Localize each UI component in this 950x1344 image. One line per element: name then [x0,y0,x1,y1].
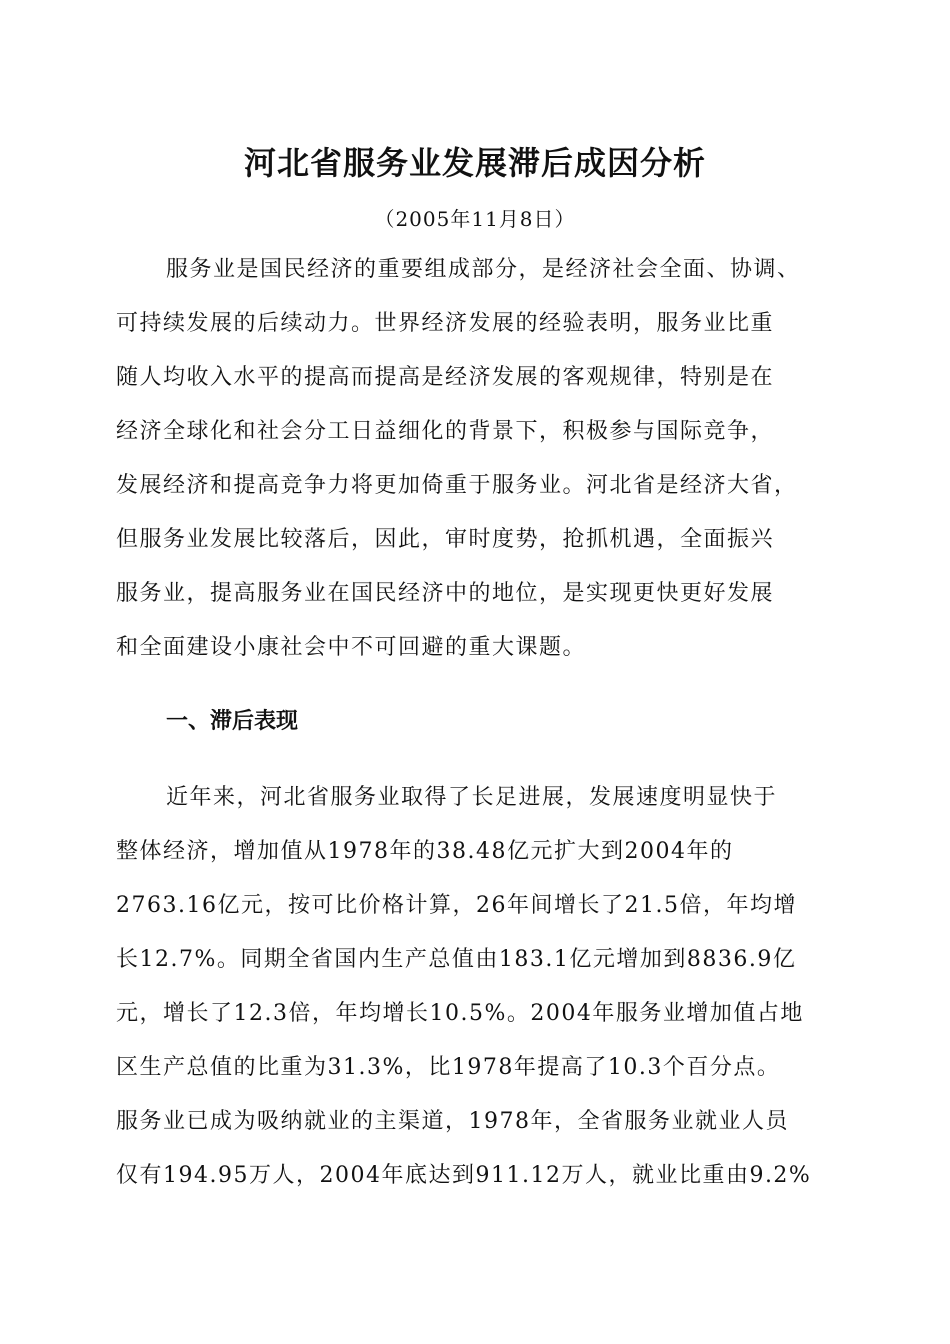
paragraph-line: 可持续发展的后续动力。世界经济发展的经验表明，服务业比重 [116,311,775,336]
paragraph-line: 元，增长了12.3倍，年均增长10.5%。2004年服务业增加值占地 [116,1001,804,1026]
section-heading: 一、滞后表现 [166,709,299,734]
paragraph-line: 服务业，提高服务业在国民经济中的地位，是实现更快更好发展 [116,581,775,606]
paragraph-line: 2763.16亿元，按可比价格计算，26年间增长了21.5倍，年均增 [116,893,797,918]
paragraph-line: 服务业是国民经济的重要组成部分，是经济社会全面、协调、 [166,257,801,282]
paragraph-line: 服务业已成为吸纳就业的主渠道，1978年，全省服务业就业人员 [116,1109,789,1134]
paragraph-line: 长12.7%。同期全省国内生产总值由183.1亿元增加到8836.9亿 [116,947,797,972]
paragraph-line: 经济全球化和社会分工日益细化的背景下，积极参与国际竞争， [116,419,775,444]
paragraph-line: 区生产总值的比重为31.3%，比1978年提高了10.3个百分点。 [116,1055,781,1080]
paragraph-line: 仅有194.95万人，2004年底达到911.12万人，就业比重由9.2% [116,1163,812,1188]
paragraph-line: 随人均收入水平的提高而提高是经济发展的客观规律，特别是在 [116,365,775,390]
document-title: 河北省服务业发展滞后成因分析 [243,144,706,182]
paragraph-line: 近年来，河北省服务业取得了长足进展，发展速度明显快于 [166,785,778,810]
paragraph-line: 整体经济，增加值从1978年的38.48亿元扩大到2004年的 [116,839,734,864]
paragraph-line: 但服务业发展比较落后，因此，审时度势，抢抓机遇，全面振兴 [116,527,775,552]
paragraph-line: 和全面建设小康社会中不可回避的重大课题。 [116,635,587,660]
document-date: （2005年11月8日） [374,207,576,231]
body-paragraph [116,771,856,1203]
intro-paragraph [116,243,856,675]
paragraph-line: 发展经济和提高竞争力将更加倚重于服务业。河北省是经济大省， [116,473,798,498]
